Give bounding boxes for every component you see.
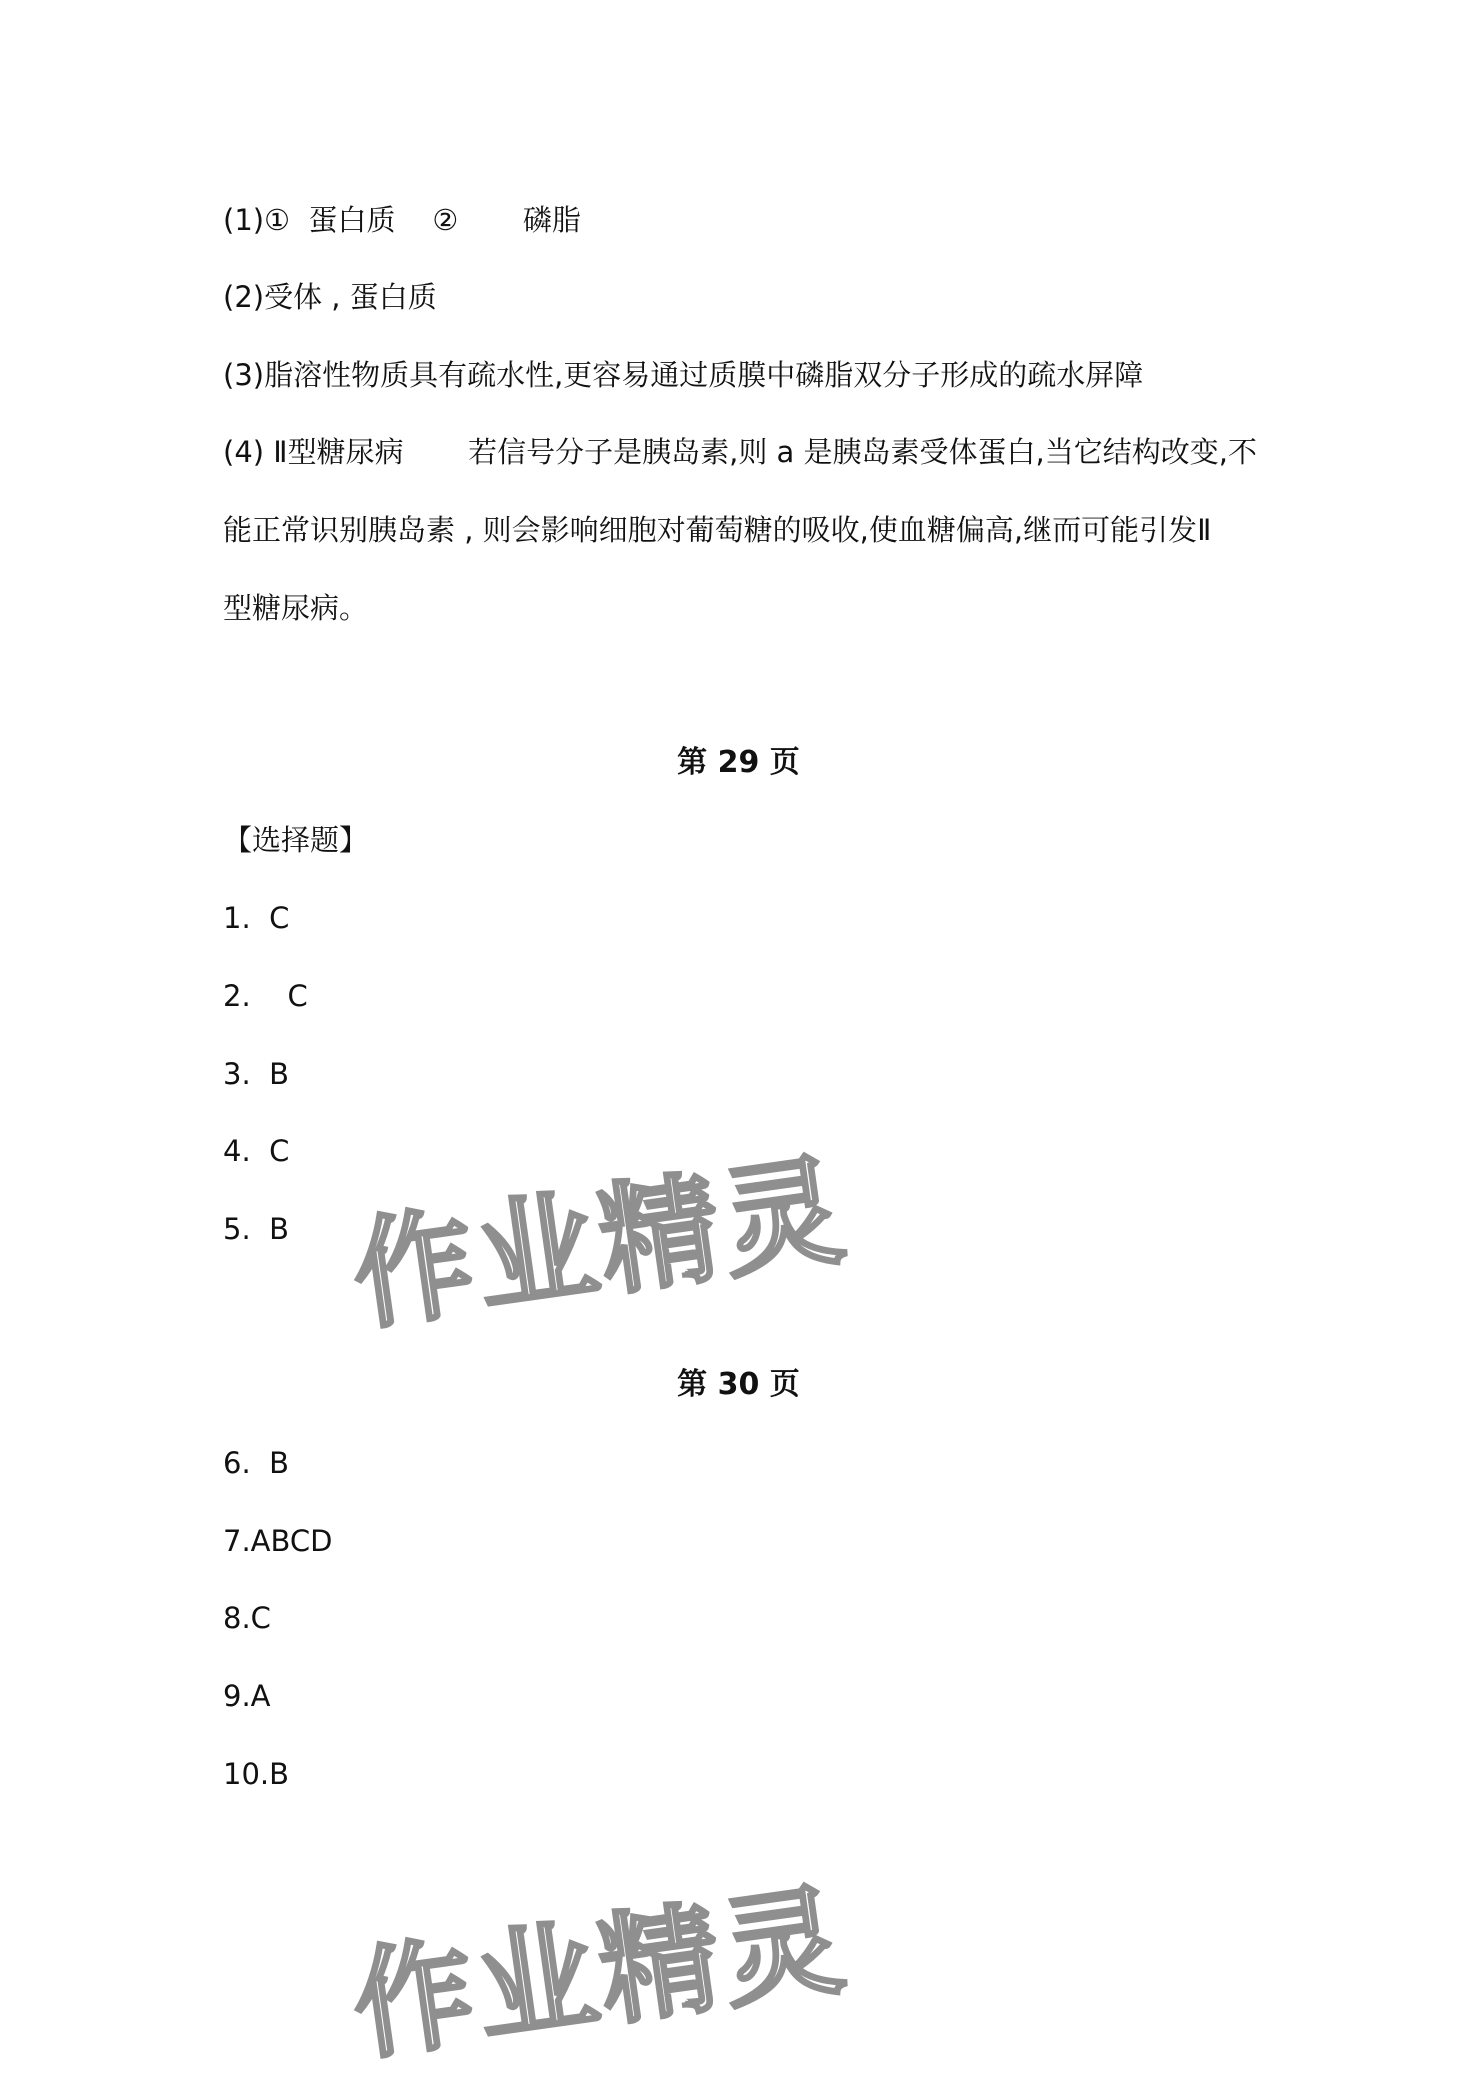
list-item: 3. B bbox=[223, 1057, 290, 1091]
answer-line-5: 能正常识别胰岛素 , 则会影响细胞对葡萄糖的吸收,使血糖偏高,继而可能引发Ⅱ bbox=[223, 513, 1212, 547]
page-30-heading: 第 30 页 bbox=[677, 1367, 800, 1402]
answer-line-1: (1)① 蛋白质 ② 磷脂 bbox=[223, 203, 581, 237]
watermark-logo: 作业精灵 bbox=[345, 1870, 856, 2078]
section-label-choice: 【选择题】 bbox=[223, 823, 369, 857]
list-item: 5. B bbox=[223, 1212, 290, 1246]
list-item: 9.A bbox=[223, 1679, 271, 1713]
list-item: 6. B bbox=[223, 1446, 290, 1480]
answer-line-2: (2)受体 , 蛋白质 bbox=[223, 280, 437, 314]
answer-line-3: (3)脂溶性物质具有疏水性,更容易通过质膜中磷脂双分子形成的疏水屏障 bbox=[223, 358, 1144, 392]
page-29-heading: 第 29 页 bbox=[677, 745, 800, 780]
answer-line-6: 型糖尿病。 bbox=[223, 591, 369, 625]
list-item: 2. C bbox=[223, 979, 308, 1013]
watermark-logo: 作业精灵 bbox=[345, 1140, 856, 1348]
list-item: 8.C bbox=[223, 1601, 271, 1635]
list-item: 7.ABCD bbox=[223, 1524, 333, 1558]
list-item: 1. C bbox=[223, 901, 290, 935]
list-item: 4. C bbox=[223, 1134, 290, 1168]
list-item: 10.B bbox=[223, 1757, 290, 1791]
answer-line-4: (4) Ⅱ型糖尿病 若信号分子是胰岛素,则 a 是胰岛素受体蛋白,当它结构改变,不 bbox=[223, 435, 1257, 469]
